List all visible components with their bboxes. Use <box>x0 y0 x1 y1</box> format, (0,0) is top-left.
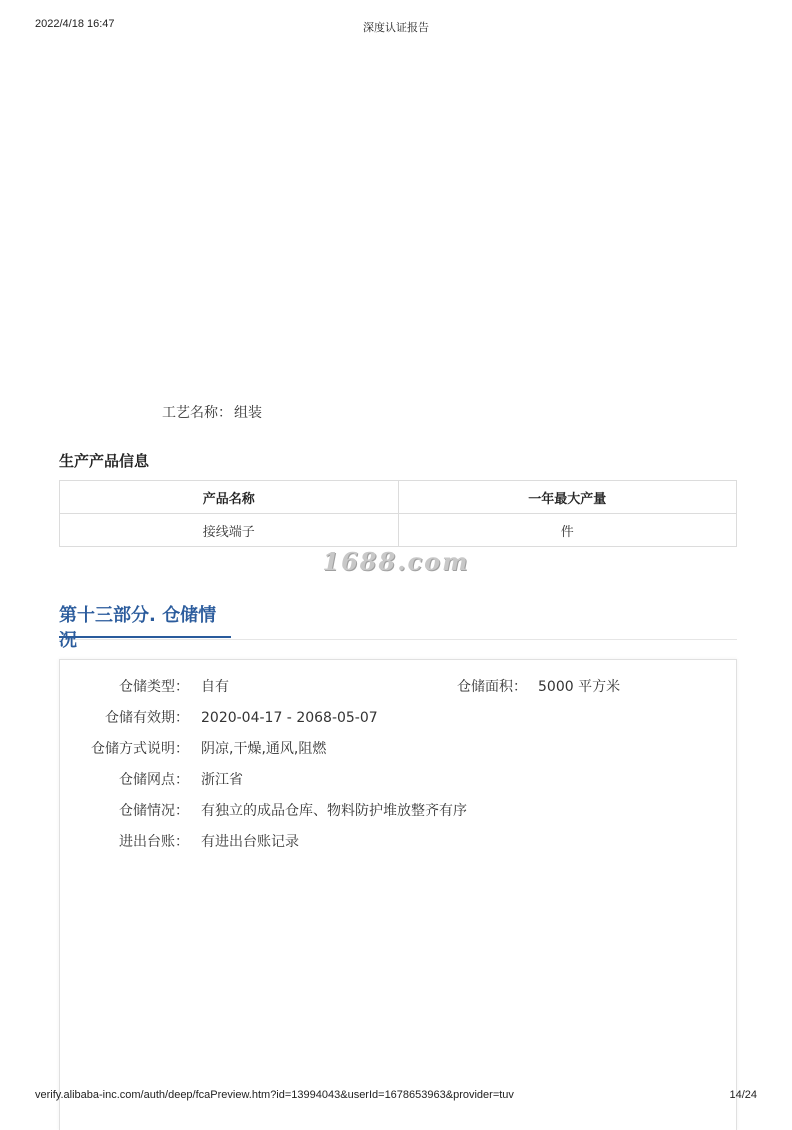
products-section-title: 生产产品信息 <box>59 452 150 470</box>
storage-ledger-row <box>60 832 736 852</box>
products-table <box>59 480 737 547</box>
storage-info-panel <box>59 659 737 1130</box>
table-header-row <box>60 481 737 514</box>
cell-annual-capacity: 件 <box>398 514 737 547</box>
storage-ledger-value: 有进出台账记录 <box>201 834 299 850</box>
report-title: 深度认证报告 <box>363 21 429 34</box>
storage-area-value: 5000 平方米 <box>538 679 621 695</box>
storage-method-row <box>60 739 736 759</box>
storage-situation-row <box>60 801 736 821</box>
column-header-annual-capacity: 一年最大产量 <box>398 481 737 514</box>
section-header <box>59 603 737 651</box>
storage-type-value: 自有 <box>201 679 229 695</box>
storage-situation-value: 有独立的成品仓库、物料防护堆放整齐有序 <box>201 803 467 819</box>
page-number: 14/24 <box>729 1089 757 1101</box>
storage-area-label: 仓储面积： <box>457 679 527 695</box>
storage-network-row <box>60 770 736 790</box>
watermark-logo: 1688.com <box>322 547 470 576</box>
storage-network-value: 浙江省 <box>201 772 243 788</box>
process-name-label: 工艺名称： <box>162 405 232 421</box>
storage-validity-value: 2020-04-17 - 2068-05-07 <box>201 710 378 726</box>
storage-validity-label: 仓储有效期： <box>105 710 189 726</box>
cell-product-name: 接线端子 <box>60 514 399 547</box>
section-title: 第十三部分. 仓储情况 <box>59 603 231 638</box>
storage-type-row <box>60 677 736 697</box>
storage-type-label: 仓储类型： <box>119 679 189 695</box>
page-url: verify.alibaba-inc.com/auth/deep/fcaPreview.htm?id=13994043&userId=1678653963&provider=tuv <box>35 1089 514 1101</box>
column-header-product-name: 产品名称 <box>60 481 399 514</box>
storage-validity-row <box>60 708 736 728</box>
storage-network-label: 仓储网点： <box>119 772 189 788</box>
storage-situation-label: 仓储情况： <box>119 803 189 819</box>
storage-method-value: 阴凉,干燥,通风,阻燃 <box>201 741 327 757</box>
print-datetime: 2022/4/18 16:47 <box>35 18 115 30</box>
storage-method-label: 仓储方式说明： <box>91 741 189 757</box>
process-name-row <box>162 402 262 422</box>
table-row <box>60 514 737 547</box>
storage-ledger-label: 进出台账： <box>119 834 189 850</box>
process-name-value: 组装 <box>234 405 262 421</box>
